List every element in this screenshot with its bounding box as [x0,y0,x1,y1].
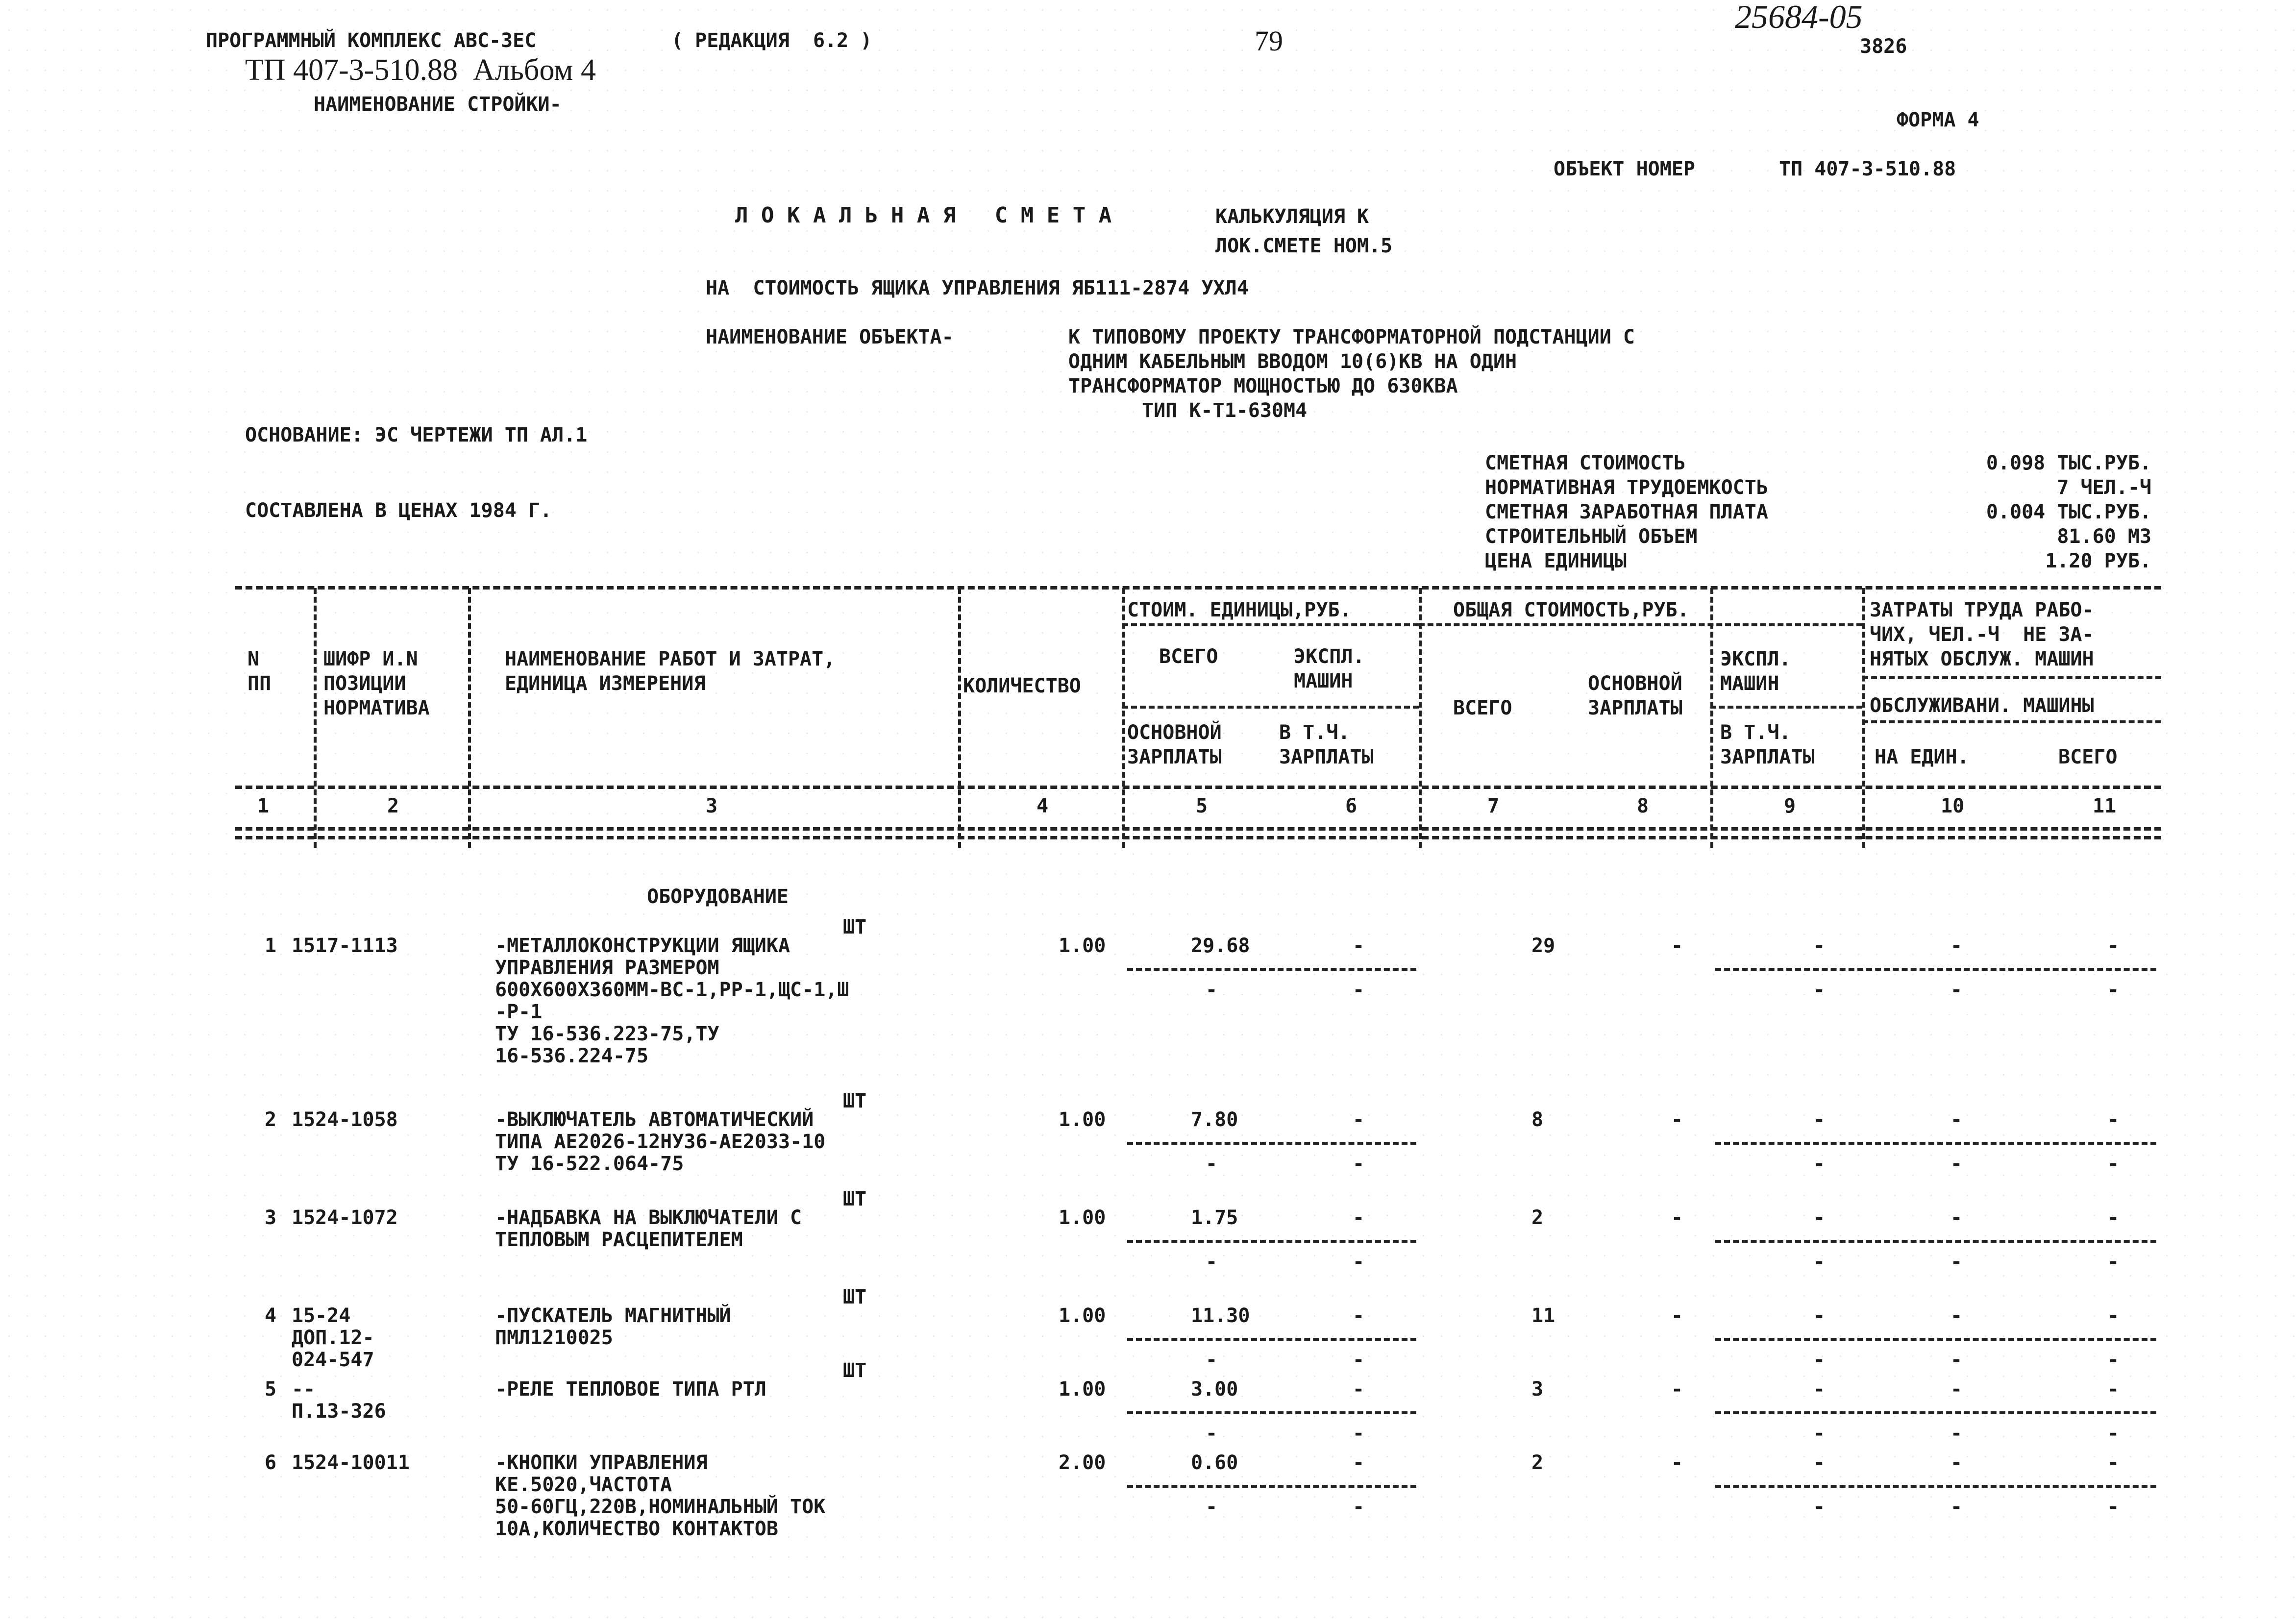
row-name: ТУ 16-522.064-75 [495,1153,684,1175]
summary-label: СТРОИТЕЛЬНЫЙ ОБЪЕМ [1485,525,1698,548]
object-name-line: ТИП К-Т1-630М4 [1142,399,1308,422]
header-subrule [1122,623,1419,626]
row-name: -НАДБАВКА НА ВЫКЛЮЧАТЕЛИ С [495,1206,802,1229]
construction-name: НАИМЕНОВАНИЕ СТРОЙКИ- [314,93,562,116]
header-col-name: ЕДИНИЦА ИЗМЕРЕНИЯ [505,672,706,695]
row-empty-cell: - [1813,1251,1826,1273]
row-empty-cell: - [1353,1422,1365,1445]
header-unit-total: ВСЕГО [1159,645,1218,668]
row-empty-cell: - [1950,1251,1963,1273]
row-quantity: 1.00 [1059,1108,1106,1131]
row-name: УПРАВЛЕНИЯ РАЗМЕРОМ [495,957,719,979]
row-empty-cell: - [2107,1496,2120,1518]
row-name: -РЕЛЕ ТЕПЛОВОЕ ТИПА РТЛ [495,1378,766,1401]
summary-value: 0.004 ТЫС.РУБ. [1986,501,2151,523]
row-empty-cell: - [2107,979,2120,1001]
header-labor: НЯТЫХ ОБСЛУЖ. МАШИН [1870,648,2094,670]
row-total: 8 [1531,1108,1544,1131]
column-number: 2 [387,795,399,817]
row-rule [1127,968,1416,971]
object-name-line: ОДНИМ КАБЕЛЬНЫМ ВВОДОМ 10(6)КВ НА ОДИН [1068,350,1517,373]
row-rule [1127,1338,1416,1341]
object-number: ТП 407-3-510.88 [1779,158,1956,180]
summary-label: ЦЕНА ЕДИНИЦЫ [1485,550,1627,572]
row-empty-cell: - [1813,1422,1826,1445]
row-code: П.13-326 [292,1400,386,1423]
header-subrule [1862,720,2161,723]
row-empty-cell: - [2107,1304,2120,1327]
header-unit-mach: ЭКСПЛ. [1294,645,1365,668]
row-empty-cell: - [1671,1378,1683,1401]
row-empty-cell: - [1950,1496,1963,1518]
column-divider [1862,588,1865,848]
row-unit: ШТ [843,1090,867,1112]
row-empty-cell: - [2107,1349,2120,1371]
document-title: Л О К А Л Ь Н А Я С М Е Т А [735,203,1112,228]
row-empty-cell: - [2107,1451,2120,1474]
row-number: 2 [265,1108,277,1131]
header-col-code: ПОЗИЦИИ [323,672,406,695]
row-empty-cell: - [1950,1304,1963,1327]
summary-label: НОРМАТИВНАЯ ТРУДОЕМКОСТЬ [1485,476,1768,499]
row-empty-cell: - [2107,1153,2120,1175]
row-rule [1127,1142,1416,1145]
row-unit-price: 11.30 [1191,1304,1250,1327]
header-total-wage: ОСНОВНОЙ [1588,672,1682,695]
row-empty-cell: - [1353,1496,1365,1518]
column-number: 4 [1037,795,1049,817]
row-empty-cell: - [1206,1153,1218,1175]
row-total: 11 [1531,1304,1555,1327]
header-labor: ЧИХ, ЧЕЛ.-Ч НЕ ЗА- [1870,623,2094,646]
row-empty-cell: - [2107,1251,2120,1273]
header-col-name: НАИМЕНОВАНИЕ РАБОТ И ЗАТРАТ, [505,648,836,670]
column-divider [1419,588,1422,848]
row-empty-cell: - [2107,1378,2120,1401]
header-col-qty: КОЛИЧЕСТВО [963,675,1081,697]
summary-value: 7 ЧЕЛ.-Ч [2057,476,2151,499]
row-unit: ШТ [843,1188,867,1210]
header-labor: ЗАТРАТЫ ТРУДА РАБО- [1870,599,2094,621]
row-rule [1715,1240,2156,1243]
row-empty-cell: - [1950,934,1963,957]
row-empty-cell: - [1813,1206,1826,1229]
header-total-cost: ОБЩАЯ СТОИМОСТЬ,РУБ. [1453,599,1689,621]
row-code: 024-547 [292,1349,374,1371]
row-rule [1715,1338,2156,1341]
row-empty-cell: - [1813,1304,1826,1327]
row-empty-cell: - [1671,1304,1683,1327]
table-number-rule [235,827,2161,831]
row-name: ТУ 16-536.223-75,ТУ [495,1023,719,1045]
summary-value: 81.60 М3 [2057,525,2151,548]
header-subrule [1419,623,1862,626]
row-unit-price: 3.00 [1191,1378,1238,1401]
row-name: -ВЫКЛЮЧАТЕЛЬ АВТОМАТИЧЕСКИЙ [495,1108,814,1131]
row-empty-cell: - [1353,934,1365,957]
row-empty-cell: - [2107,1206,2120,1229]
row-empty-cell: - [1813,1378,1826,1401]
row-empty-cell: - [2107,934,2120,957]
row-empty-cell: - [1671,1206,1683,1229]
section-title: ОБОРУДОВАНИЕ [647,885,789,908]
row-name: 10А,КОЛИЧЕСТВО КОНТАКТОВ [495,1518,778,1540]
row-rule [1715,1485,2156,1488]
row-empty-cell: - [1950,1451,1963,1474]
table-top-rule [235,586,2161,590]
row-quantity: 1.00 [1059,1378,1106,1401]
column-number: 6 [1345,795,1358,817]
calc-line-2: ЛОК.СМЕТЕ НОМ.5 [1215,235,1393,257]
row-empty-cell: - [1813,1349,1826,1371]
row-name: 50-60ГЦ,220В,НОМИНАЛЬНЫЙ ТОК [495,1496,826,1518]
row-unit: ШТ [843,1286,867,1308]
row-code: ДОП.12- [292,1327,374,1349]
column-divider [1122,588,1125,848]
row-number: 5 [265,1378,277,1401]
row-empty-cell: - [1671,934,1683,957]
row-empty-cell: - [1950,1378,1963,1401]
row-name: -ПУСКАТЕЛЬ МАГНИТНЫЙ [495,1304,731,1327]
row-empty-cell: - [1950,979,1963,1001]
column-number: 5 [1196,795,1208,817]
column-number: 8 [1637,795,1649,817]
table-header-rule [235,786,2161,789]
page-number: 79 [1255,25,1283,57]
row-empty-cell: - [1353,1153,1365,1175]
row-rule [1715,1411,2156,1414]
row-name: ПМЛ1210025 [495,1327,613,1349]
row-empty-cell: - [1206,1251,1218,1273]
header-col-code: ШИФР И.N [323,648,418,670]
header-subrule [1710,706,1862,709]
row-rule [1127,1240,1416,1243]
row-quantity: 1.00 [1059,1206,1106,1229]
row-empty-cell: - [1950,1206,1963,1229]
row-empty-cell: - [1950,1153,1963,1175]
header-labor-sub: ОБСЛУЖИВАНИ. МАШИНЫ [1870,694,2094,717]
row-empty-cell: - [1206,979,1218,1001]
form-label: ФОРМА 4 [1897,109,1979,131]
column-divider [314,588,317,848]
summary-value: 1.20 РУБ. [2045,550,2151,572]
header-col-n: ПП [247,672,272,695]
column-number: 3 [706,795,718,817]
table-number-rule-2 [235,836,2161,839]
row-code: -- [292,1378,316,1401]
row-unit-price: 1.75 [1191,1206,1238,1229]
header-subrule [1862,676,2161,679]
row-empty-cell: - [2107,1422,2120,1445]
row-unit: ШТ [843,1359,867,1382]
header-unit-wage: ЗАРПЛАТЫ [1127,746,1222,768]
row-name: -МЕТАЛЛОКОНСТРУКЦИИ ЯЩИКА [495,934,790,957]
row-name: ТЕПЛОВЫМ РАСЦЕПИТЕЛЕМ [495,1229,743,1251]
row-name: КЕ.5020,ЧАСТОТА [495,1474,672,1496]
object-name-line: ТРАНСФОРМАТОР МОЩНОСТЬЮ ДО 630КВА [1068,375,1458,397]
row-empty-cell: - [1353,1206,1365,1229]
row-empty-cell: - [1353,979,1365,1001]
row-total: 29 [1531,934,1555,957]
header-unit-incl: ЗАРПЛАТЫ [1279,746,1374,768]
row-empty-cell: - [2107,1108,2120,1131]
row-name: 16-536.224-75 [495,1045,649,1067]
column-number: 11 [2093,795,2117,817]
row-empty-cell: - [1950,1349,1963,1371]
row-empty-cell: - [1353,1378,1365,1401]
row-empty-cell: - [1813,1451,1826,1474]
row-code: 15-24 [292,1304,351,1327]
row-code: 1517-1113 [292,934,398,957]
column-number: 10 [1941,795,1965,817]
row-empty-cell: - [1671,1451,1683,1474]
row-empty-cell: - [1206,1496,1218,1518]
row-empty-cell: - [1206,1349,1218,1371]
header-unit-mach: МАШИН [1294,670,1353,692]
header-subrule [1122,706,1419,709]
header-labor-unit: НА ЕДИН. [1875,746,1969,768]
header-total-wage: ЗАРПЛАТЫ [1588,697,1682,719]
doc-number: 25684-05 [1735,0,1863,35]
summary-label: СМЕТНАЯ СТОИМОСТЬ [1485,452,1686,474]
row-number: 6 [265,1451,277,1474]
object-name-line: К ТИПОВОМУ ПРОЕКТУ ТРАНСФОРМАТОРНОЙ ПОДСТАНЦИИ С [1068,326,1635,348]
row-total: 2 [1531,1451,1544,1474]
column-number: 1 [257,795,270,817]
row-empty-cell: - [1206,1422,1218,1445]
estimate-subject: НА СТОИМОСТЬ ЯЩИКА УПРАВЛЕНИЯ ЯБ111-2874 УХЛ4 [706,277,1249,299]
row-code: 1524-1072 [292,1206,398,1229]
calc-line-1: КАЛЬКУЛЯЦИЯ К [1215,205,1369,228]
estimate-basis: ОСНОВАНИЕ: ЭС ЧЕРТЕЖИ ТП АЛ.1 [245,424,588,446]
header-total-mach: МАШИН [1720,672,1779,695]
column-divider [958,588,961,848]
row-total: 2 [1531,1206,1544,1229]
row-number: 1 [265,934,277,957]
row-empty-cell: - [1813,1108,1826,1131]
row-unit-price: 29.68 [1191,934,1250,957]
row-empty-cell: - [1353,1108,1365,1131]
row-unit-price: 7.80 [1191,1108,1238,1131]
header-col-code: НОРМАТИВА [323,697,430,719]
object-name-label: НАИМЕНОВАНИЕ ОБЪЕКТА- [706,326,954,348]
row-rule [1127,1411,1416,1414]
row-quantity: 1.00 [1059,1304,1106,1327]
row-code: 1524-1058 [292,1108,398,1131]
column-number: 9 [1784,795,1796,817]
sheet-code: 3826 [1860,35,1907,58]
row-empty-cell: - [1813,1496,1826,1518]
header-unit-cost: СТОИМ. ЕДИНИЦЫ,РУБ. [1127,599,1352,621]
row-total: 3 [1531,1378,1544,1401]
row-quantity: 2.00 [1059,1451,1106,1474]
row-rule [1715,968,2156,971]
row-rule [1715,1142,2156,1145]
header-col-n: N [247,648,260,670]
header-total-incl: В Т.Ч. [1720,721,1791,744]
row-empty-cell: - [1671,1108,1683,1131]
summary-value: 0.098 ТЫС.РУБ. [1986,452,2151,474]
row-unit-price: 0.60 [1191,1451,1238,1474]
summary-label: СМЕТНАЯ ЗАРАБОТНАЯ ПЛАТА [1485,501,1768,523]
price-level: СОСТАВЛЕНА В ЦЕНАХ 1984 Г. [245,499,552,522]
row-empty-cell: - [1353,1304,1365,1327]
row-rule [1127,1485,1416,1488]
header-labor-all: ВСЕГО [2058,746,2118,768]
column-divider [468,588,471,848]
album-title: ТП 407-3-510.88 Альбом 4 [245,53,596,87]
header-unit-wage: ОСНОВНОЙ [1127,721,1222,744]
row-code: 1524-10011 [292,1451,410,1474]
program-name: ПРОГРАММНЫЙ КОМПЛЕКС АВС-3ЕС [206,29,537,52]
row-quantity: 1.00 [1059,934,1106,957]
row-name: 600Х600Х360ММ-ВС-1,РР-1,ЩС-1,Ш [495,979,849,1001]
row-empty-cell: - [1813,979,1826,1001]
row-empty-cell: - [1813,934,1826,957]
header-total-incl: ЗАРПЛАТЫ [1720,746,1815,768]
header-total-mach: ЭКСПЛ. [1720,648,1791,670]
row-empty-cell: - [1353,1251,1365,1273]
row-unit: ШТ [843,916,867,938]
row-empty-cell: - [1353,1349,1365,1371]
row-empty-cell: - [1950,1422,1963,1445]
row-number: 3 [265,1206,277,1229]
row-empty-cell: - [1813,1153,1826,1175]
row-name: ТИПА АЕ2026-12НУ36-АЕ2033-10 [495,1131,826,1153]
row-number: 4 [265,1304,277,1327]
column-number: 7 [1487,795,1500,817]
row-name: -КНОПКИ УПРАВЛЕНИЯ [495,1451,708,1474]
edition: ( РЕДАКЦИЯ 6.2 ) [671,29,872,52]
object-label: ОБЪЕКТ НОМЕР [1554,158,1695,180]
header-total-all: ВСЕГО [1453,697,1512,719]
header-unit-incl: В Т.Ч. [1279,721,1350,744]
row-empty-cell: - [1353,1451,1365,1474]
row-empty-cell: - [1950,1108,1963,1131]
row-name: -Р-1 [495,1001,543,1023]
column-divider [1710,588,1713,848]
